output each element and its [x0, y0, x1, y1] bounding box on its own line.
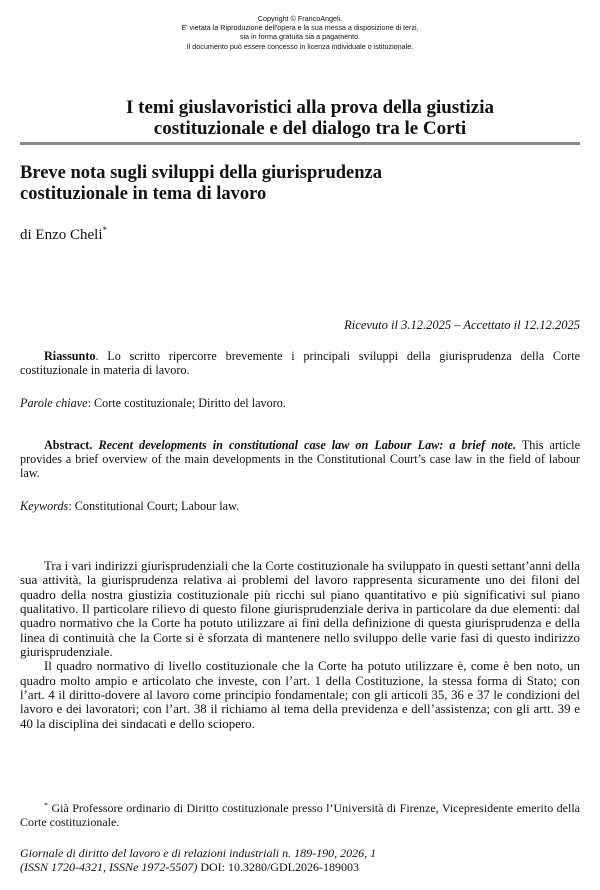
- keywords-english-text: : Constitutional Court; Labour law.: [68, 499, 240, 513]
- author-line: [20, 225, 107, 244]
- section-title-line: I temi giuslavoristici alla prova della giustizia: [125, 97, 495, 118]
- journal-identifiers: [20, 860, 580, 874]
- journal-issn: (ISSN 1720-4321, ISSNe 1972-5507): [20, 860, 198, 874]
- keywords-english-label: Keywords: [20, 499, 69, 513]
- keywords-italian-text: : Corte costituzionale; Diritto del lavoro.: [87, 396, 286, 410]
- copyright-line: Copyright © FrancoAngeli.: [257, 14, 343, 23]
- abstract-english-text: This article provides a brief overview of the main developments in the Constitutional Court’s case law in the field of labour law.: [20, 438, 580, 480]
- keywords-italian: [20, 396, 580, 410]
- abstract-english-title: Recent developments in constitutional case law on Labour Law: a brief note.: [92, 438, 516, 452]
- abstract-italian-text: . Lo scritto ripercorre brevemente i principali sviluppi della giurisprudenza della Corte costituzionale in materia di lavoro.: [20, 349, 580, 377]
- footnote-mark: *: [44, 801, 48, 810]
- copyright-line: sia in forma gratuita sia a pagamento.: [239, 32, 361, 42]
- article-title-line: Breve nota sugli sviluppi della giurisprudenza: [20, 163, 383, 183]
- abstract-italian: [20, 349, 580, 377]
- received-accepted-dates: Ricevuto il 3.12.2025 – Accettato il 12.12.2025: [344, 318, 580, 332]
- copyright-line: Il documento può essere concesso in licenza individuale o istituzionale.: [186, 41, 414, 51]
- keywords-english: [20, 499, 580, 513]
- journal-doi[interactable]: DOI: 10.3280/GDL2026-189003: [197, 860, 359, 874]
- section-divider: [20, 142, 580, 145]
- journal-citation: [20, 846, 580, 874]
- footnote: [20, 799, 580, 829]
- abstract-english-label: Abstract.: [44, 438, 93, 452]
- article-title: [20, 163, 580, 205]
- journal-title: Giornale di diritto del lavoro e di relazioni industriali n. 189-190, 2026, 1: [20, 846, 377, 860]
- body-paragraph: Il quadro normativo di livello costituzionale che la Corte ha potuto utilizzare è, come è ben noto, un quadro molto ampio e articolato che investe, con l’art. 1 della Costituzione, la stessa forma di Stato; con l’art. 4 il diritto-dovere al lavoro come principio fondamentale; con gli articoli 35, 36 e 37 le condizioni del lavoro e dei lavoratori; con l’art. 38 il richiamo al tema della previdenza e dell’assistenza; con gli artt. 39 e 40 la disciplina dei sindacati e dello sciopero.: [20, 659, 580, 731]
- article-title-line: costituzionale in tema di lavoro: [20, 184, 267, 204]
- section-title: [40, 97, 580, 139]
- keywords-italian-label: Parole chiave: [20, 396, 88, 410]
- body-paragraph: Tra i vari indirizzi giurisprudenziali che la Corte costituzionale ha sviluppato in questi settant’anni della sua attività, la giurisprudenza relativa ai problemi del lavoro rappresenta sicuramente uno dei filoni del quadro della nostra giustizia costituzionale più ricchi sul piano quantitativo e più significativi sul piano qualitativo. Il particolare rilievo di questo filone giurisprudenziale deriva in particolare da due elementi: dal quadro normativo che la Corte ha potuto utilizzare ai fini della definizione di questa giurisprudenza e della linea di continuità che la Corte si è sforzata di mantenere nello sviluppo delle varie fasi di questo indirizzo giurisprudenziale.: [20, 559, 580, 660]
- abstract-english: [20, 438, 580, 480]
- footnote-text: Già Professore ordinario di Diritto costituzionale presso l’Università di Firenze, Vicepresidente emerito della Corte costituzionale.: [20, 801, 580, 829]
- article-body: [20, 559, 580, 731]
- author-footnote-mark[interactable]: *: [102, 225, 107, 235]
- copyright-notice: [0, 14, 600, 51]
- section-title-line: costituzionale e del dialogo tra le Corti: [153, 118, 467, 139]
- copyright-line: E' vietata la Riproduzione dell'opera e la sua messa a disposizione di terzi,: [181, 23, 419, 33]
- author-name: di Enzo Cheli: [20, 227, 103, 243]
- abstract-italian-label: Riassunto: [44, 349, 96, 363]
